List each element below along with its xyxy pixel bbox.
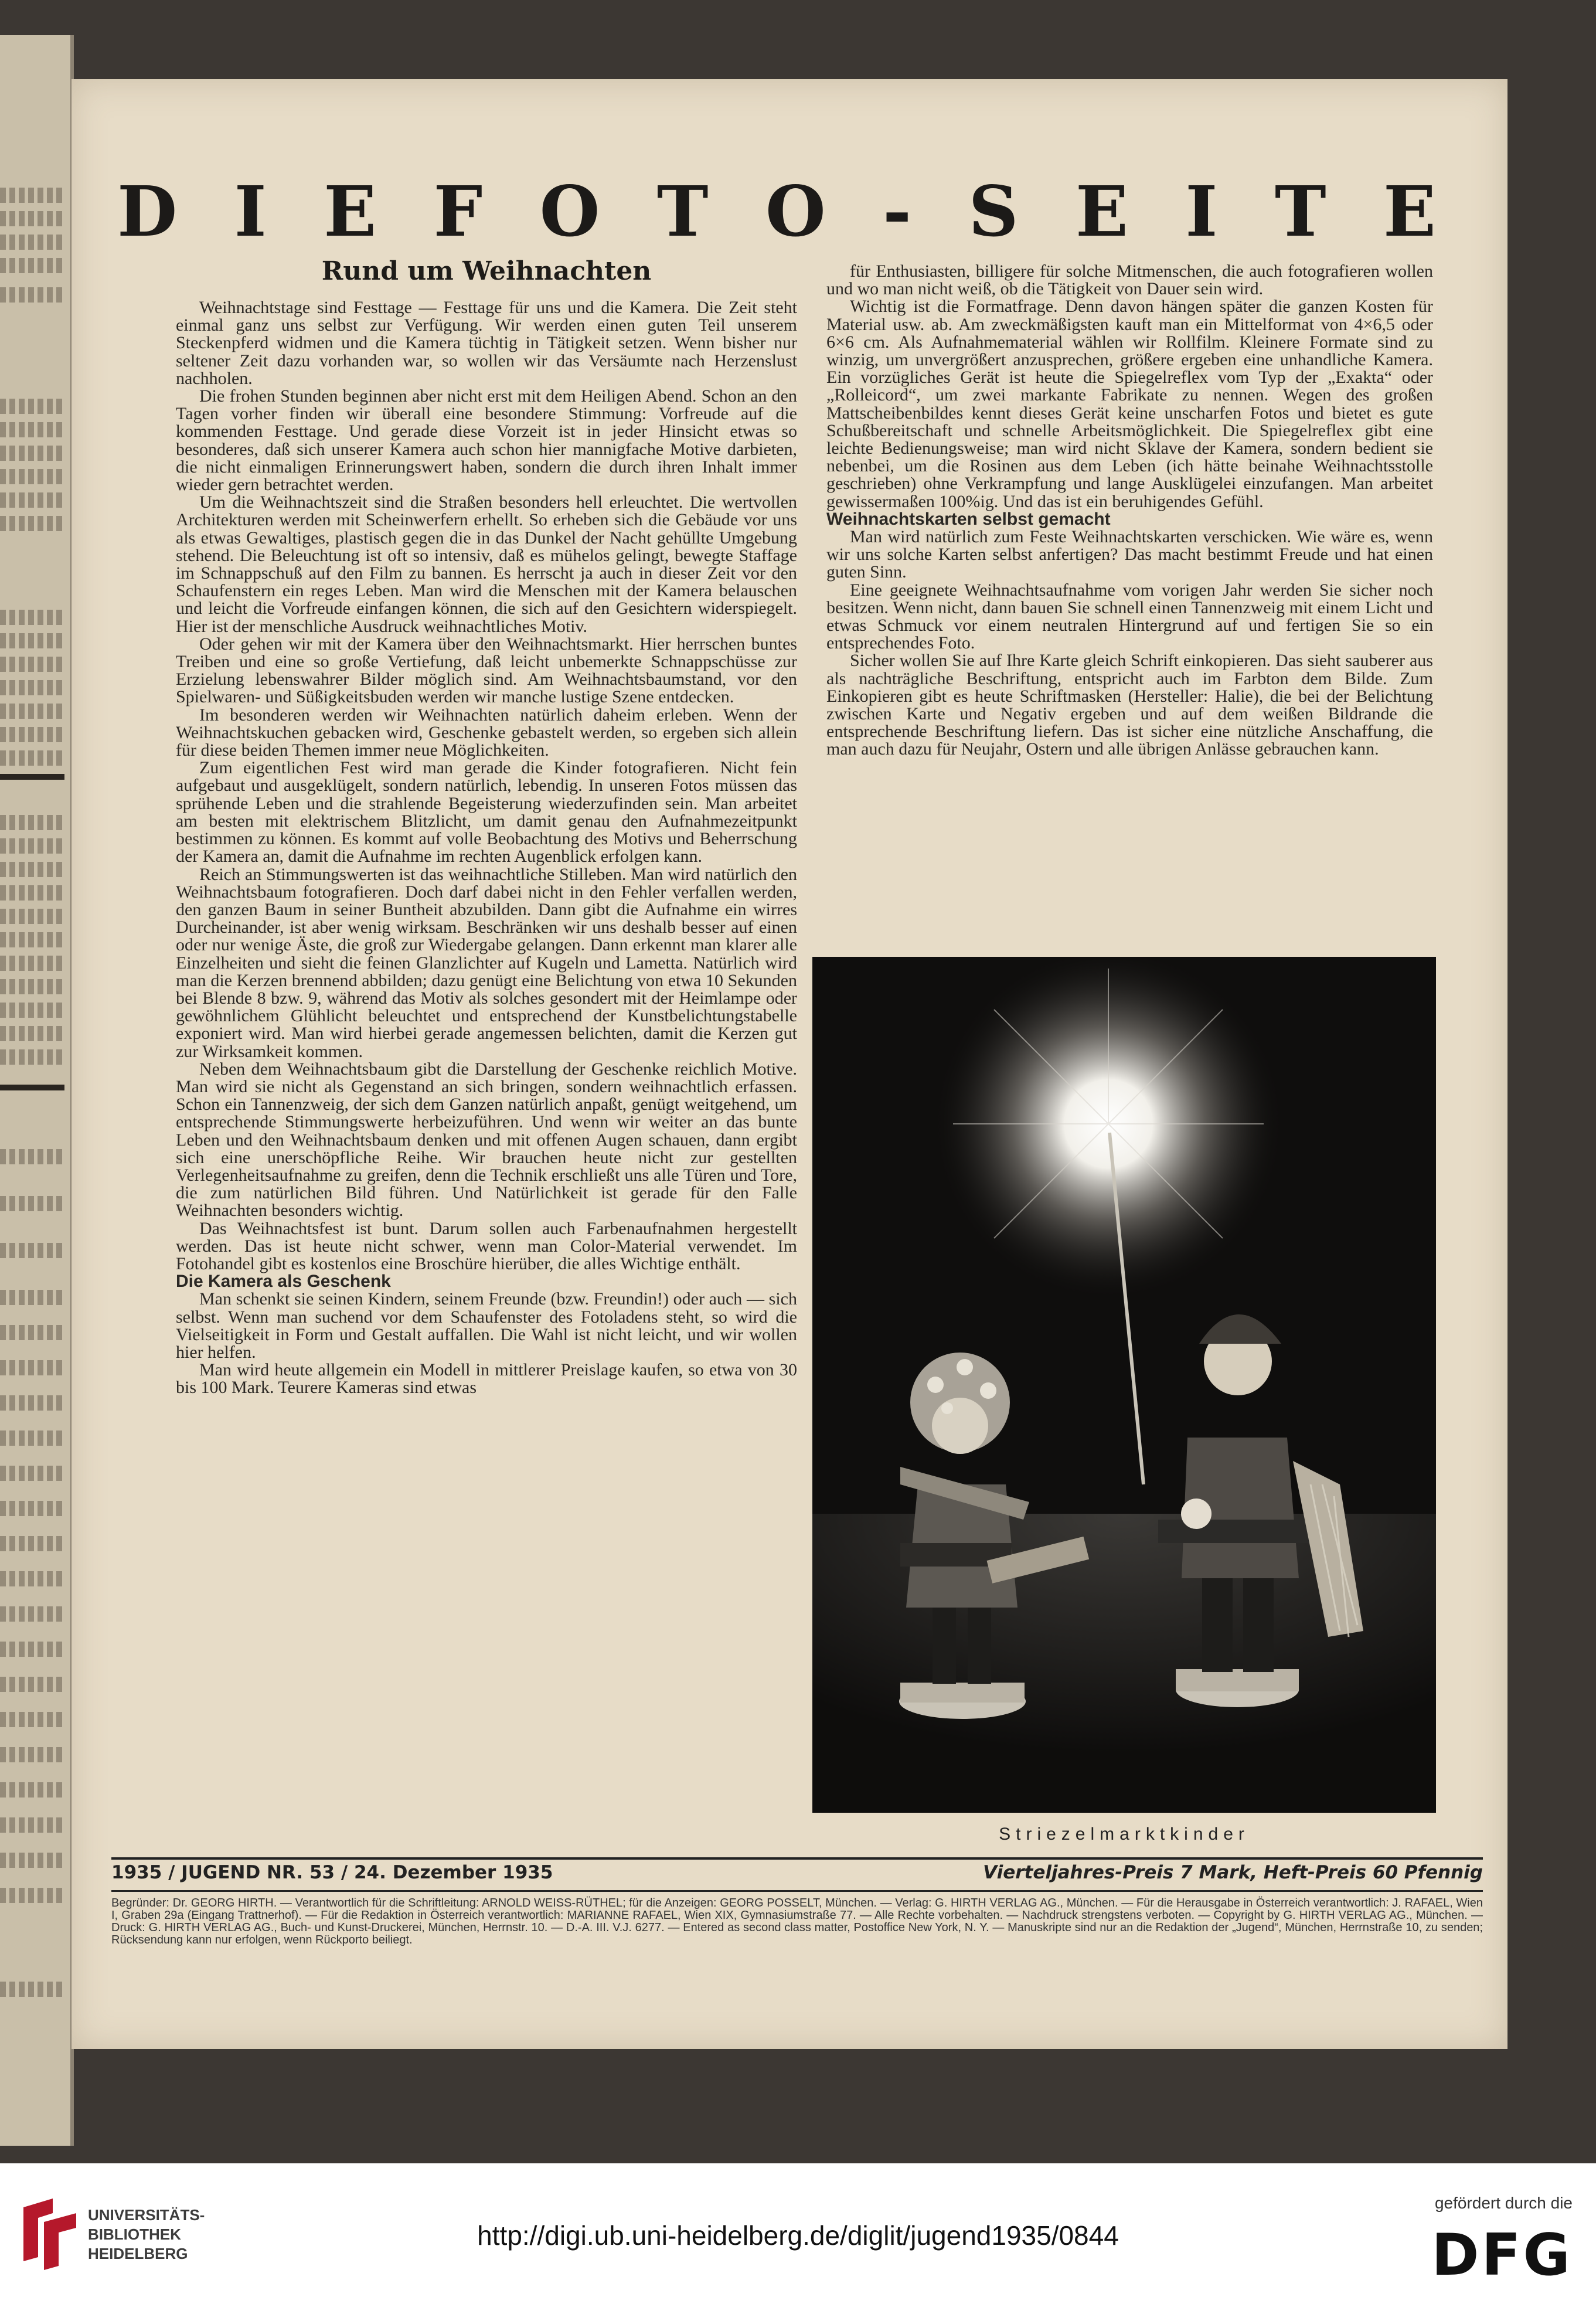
headline-letter: D bbox=[117, 170, 178, 252]
body-paragraph: Um die Weihnachtszeit sind die Straßen besonders hell erleuchtet. Die wertvollen Architekturen werden mit Scheinwerfern erhellt. So erheben sich die Gebäude vor uns als etwas Gewaltiges, plastisch gegen die in das Dunkel der Nacht gehüllte Umgebung stehend. Die Beleuchtung ist oft so intensiv, daß es mühelos gelingt, bewegte Staffage im Schnappschuß auf den Film zu bannen. Es herrscht ja auch in dieser Zeit vor den Schaufenstern ein reges Leben. Man wird die Menschen mit der Kamera belauschen und leicht die Vorfreude einfangen können, die sich auf den Gesichtern widerspiegelt. Hier ist der menschliche Ausdruck weihnachtliches Motiv. bbox=[176, 492, 797, 636]
headline-letter: E bbox=[324, 170, 377, 252]
body-paragraph: Sicher wollen Sie auf Ihre Karte gleich Schrift einkopieren. Das sieht sauberer aus als nachträgliche Beschriftung, entspricht auch im Farbton dem Bilde. Zum Einkopieren gibt es heute Schriftmasken (Hersteller: Halie), die bei der Belichtung zwischen Karte und Negativ ergeben und auf dem weißen Bildrande die entsprechende Beschriftung liefern. Das ist sicher eine nützliche Anschaffung, die man auch dazu für Neujahr, Ostern und alle übrigen Anlässe gebrauchen kann. bbox=[826, 651, 1433, 759]
headline-letter: - bbox=[883, 170, 912, 252]
article-title: Rund um Weihnachten bbox=[321, 256, 652, 286]
body-paragraph: Das Weihnachtsfest ist bunt. Darum sollen auch Farbenaufnahmen hergestellt werden. Das ist heute nicht schwer, wenn man Color-Material verwendet. Im Fotohandel gibt es kostenlos eine Broschüre hierüber, die alles Wichtige enthält. bbox=[176, 1218, 797, 1273]
issue-number: 1935 / JUGEND NR. 53 / 24. Dezember 1935 bbox=[111, 1862, 553, 1883]
page-headline bbox=[117, 170, 1436, 252]
body-paragraph: Weihnachtstage sind Festtage — Festtage für uns und die Kamera. Die Zeit steht einmal ganz uns selbst zur Verfügung. Wir werden einen guten Teil unserem Steckenpferd widmen und die Kamera tüchtig in Tätigkeit setzen. Wenn bisher nur seltener Zeit dazu vorhanden war, so wollen wir das Versäumte nach Herzenslust nachholen. bbox=[176, 298, 797, 388]
divider-rule bbox=[111, 1890, 1483, 1892]
issue-line bbox=[111, 1862, 1483, 1888]
subhead-camera-gift: Die Kamera als Geschenk bbox=[176, 1272, 391, 1292]
headline-letter: S bbox=[968, 170, 1019, 252]
left-paragraphs bbox=[176, 299, 797, 1273]
headline-letter: O bbox=[539, 170, 600, 252]
headline-letter: F bbox=[433, 170, 483, 252]
body-paragraph: Zum eigentlichen Fest wird man gerade die Kinder fotografieren. Nicht fein aufgebaut und ausgeklügelt, sondern natürlich, lebendig. In unseren Fotos müssen das sprühende Leben und die strahlende Begeisterung wiederzufinden sein. Man arbeitet am besten mit elektrischem Blitzlicht, um damit genau den Aufnahmezeitpunkt bestimmen zu können. Es kommt auf volle Beobachtung des Motivs und Beherrschung der Kamera an, damit die Aufnahme im rechten Augenblick erfolgen kann. bbox=[176, 758, 797, 867]
body-paragraph: Im besonderen werden wir Weihnachten natürlich daheim erleben. Wenn der Weihnachtskuchen gebacken wird, Geschenke gebastelt werden, so ergeben sich allein für diese beiden Themen immer neue Möglichkeiten. bbox=[176, 705, 797, 760]
viewer-footer bbox=[0, 2163, 1596, 2297]
issue-price: Vierteljahres-Preis 7 Mark, Heft-Preis 60 Pfennig bbox=[983, 1862, 1483, 1883]
left-column bbox=[176, 299, 797, 1397]
photo-caption: Striezelmarktkinder bbox=[999, 1824, 1250, 1844]
adjacent-page-edge bbox=[0, 35, 74, 2146]
right-paragraphs bbox=[826, 263, 1433, 511]
imprint-text: Begründer: Dr. GEORG HIRTH. — Verantwortlich für die Schriftleitung: ARNOLD WEISS-RÜTHEL; für die Anzeigen: GEORG POSSELT, München. — Verlag: G. HIRTH VERLAG AG., München. — Für die Herausgabe in Österreich verantwortlich: J. RAFAEL, Wien I, Graben 29a (Eingang Trattnerhof). — Für die Redaktion in Österreich verantwortlich: MARIANNE RAFAEL, Wien XIX, Gymnasiumstraße 77. — Alle Rechte vorbehalten. — Nachdruck strengstens verboten. — Copyright by G. HIRTH VERLAG AG., München. — Druck: G. HIRTH VERLAG AG., Buch- und Kunst-Druckerei, München, Herrnstr. 10. — D.-A. III. V.J. 6277. — Entered as second class matter, Postoffice New York, N. Y. — Manuskripte sind nur an die Redaktion der „Jugend“, München, Herrnstraße 10, zu senden; Rücksendung kann nur erfolgen, wenn Rückporto beiliegt. bbox=[111, 1897, 1483, 1946]
photo-striezelmarkt-figures bbox=[812, 957, 1436, 1813]
body-paragraph: Reich an Stimmungswerten ist das weihnachtliche Stilleben. Man wird natürlich den Weihnachtsbaum fotografieren. Doch darf dabei nicht in den Fehler verfallen werden, den ganzen Baum in seiner Buntheit abzubilden. Dann gibt die Aufnahme ein wirres Durcheinander, ist aber wenig wirksam. Beschränken wir uns deshalb besser auf einen oder nur wenige Äste, die groß zur Wiedergabe gelangen. Dann erkennt man klarer alle Einzelheiten und sieht die feinen Glanzlichter auf Kugeln und Lametta. Natürlich wird man die Kerzen brennend abbilden; dazu genügt eine Belichtung von etwa 10 Sekunden bei Blende 8 bzw. 9, während das Motiv als solches gesondert mit der Heimlampe oder gewöhnlichem Glühlicht beleuchtet und entsprechend der Kunstbelichtungstabelle exponiert wird. Man wird hierbei gerade angemessen belichten, damit die Kerzen gut zur Wirksamkeit kommen. bbox=[176, 864, 797, 1061]
cards-paragraphs bbox=[826, 528, 1433, 759]
headline-letter: O bbox=[765, 170, 826, 252]
body-paragraph: Man wird natürlich zum Feste Weihnachtskarten verschicken. Wie wäre es, wenn wir uns solche Karten selbst anfertigen? Das macht bestimmt Freude und hat einen guten Sinn. bbox=[826, 527, 1433, 582]
body-paragraph: Eine geeignete Weihnachtsaufnahme vom vorigen Jahr werden Sie sicher noch besitzen. Wenn nicht, dann bauen Sie schnell einen Tannenzweig mit einem Licht und etwas Schmuck vor einem neutralen Hintergrund auf und fertigen Sie so ein entsprechendes Foto. bbox=[826, 580, 1433, 653]
body-paragraph: Man wird heute allgemein ein Modell in mittlerer Preislage kaufen, so etwa von 30 bis 100 Mark. Teurere Kameras sind etwas bbox=[176, 1360, 797, 1398]
headline-letter: I bbox=[1185, 170, 1218, 252]
body-paragraph: Wichtig ist die Formatfrage. Denn davon hängen später die ganzen Kosten für Material usw. ab. Am zweckmäßigsten kauft man ein Mittelformat von 4×6,5 oder 6×6 cm. Als Aufnahmematerial wählen wir Rollfilm. Kleinere Formate sind zu winzig, um unvergrößert anzusprechen, größere ergeben eine unhandliche Kamera. Ein vorzügliches Gerät ist heute die Spiegelreflex vom Typ der „Exakta“ oder „Rolleicord“, um zwei markante Fabrikate zu nennen. Wegen des großen Mattscheibenbildes kennt dieses Gerät keine unscharfen Fotos und bietet es gute Schußbereitschaft und schnelle Arbeitsmöglichkeit. Die Spiegelreflex gibt eine leichte Bedienungsweise; man wird nicht Sklave der Kamera, sondern bedient sie nebenbei, um die Rosinen aus dem Leben (ich hätte beinahe Weihnachtsstolle geschrieben) ohne Verkrampfung und lange Ausklügelei einzufangen. Man arbeitet gewissermaßen 100%ig. Und das ist ein beruhigendes Gefühl. bbox=[826, 297, 1433, 511]
body-paragraph: für Enthusiasten, billigere für solche Mitmenschen, die auch fotografieren wollen und wo man nicht weiß, ob die Tätigkeit von Dauer sein wird. bbox=[826, 261, 1433, 299]
logo-line: BIBLIOTHEK bbox=[88, 2225, 181, 2243]
body-paragraph: Oder gehen wir mit der Kamera über den Weihnachtsmarkt. Hier herrschen buntes Treiben und eine so große Vertiefung, daß leicht unbemerkte Schnappschüsse zur Erzielung lebenswahrer Bilder möglich sind. Am Weihnachtsbaumstand, vor den Spielwaren- und Süßigkeitsbuden werden wir manche lustige Szene entdecken. bbox=[176, 634, 797, 707]
headline-letter: T bbox=[1274, 170, 1326, 252]
headline-letter: T bbox=[656, 170, 709, 252]
body-paragraph: Man schenkt sie seinen Kindern, seinem Freunde (bzw. Freundin!) oder auch — sich selbst. Wenn man suchend vor dem Schaufenster des Fotoladens steht, so wird die Vielseitigkeit in Form und Gestalt auffallen. Die Wahl ist nicht leicht, und wir wollen hier helfen. bbox=[176, 1289, 797, 1362]
dfg-logo[interactable]: DFG bbox=[1431, 2222, 1573, 2289]
logo-line: UNIVERSITÄTS- bbox=[88, 2206, 205, 2224]
body-paragraph: Neben dem Weihnachtsbaum gibt die Darstellung der Geschenke reichlich Motive. Man wird sie nicht als Gegenstand an sich bringen, sondern weihnachtlich erfassen. Schon ein Tannenzweig, der sich dem Ganzen natürlich anpaßt, genügt weitgehend, um entsprechende Stimmungswerte herbeizuführen. Und wenn wir weiter an das bunte Leben und den Weihnachtsbaum denken und mit offenen Augen schauen, dann ergibt sich eine unerschöpfliche Reihe. Wir brauchen heute nicht zur gestellten Verlegenheitsaufnahme zu greifen, denn die Technik erschließt uns alle Türen und Tore, die zum natürlichen Bild führen. Und Natürlichkeit ist gerade für den Falle Weihnachten besonders wichtig. bbox=[176, 1059, 797, 1221]
right-column bbox=[826, 263, 1433, 759]
body-paragraph: Die frohen Stunden beginnen aber nicht erst mit dem Heiligen Abend. Schon an den Tagen vorher finden wir überall eine besondere Stimmung: Vorfreude auf die kommenden Festtage. Und gerade diese Vorzeit ist in jeder Hinsicht etwas so besonderes, daß sich unserer Kamera auch schon hier mannigfache Motive darbieten, die nicht einmaligen Erinnerungswert haben, sondern die durch ihren Inhalt immer wieder gern betrachtet werden. bbox=[176, 386, 797, 495]
permalink-url[interactable]: http://digi.ub.uni-heidelberg.de/diglit/jugend1935/0844 bbox=[477, 2220, 1119, 2251]
camera-paragraphs bbox=[176, 1290, 797, 1396]
logo-line: HEIDELBERG bbox=[88, 2245, 188, 2262]
sponsor-label: gefördert durch die bbox=[1434, 2194, 1573, 2212]
headline-letter: I bbox=[234, 170, 267, 252]
headline-letter: E bbox=[1383, 170, 1436, 252]
headline-letter: E bbox=[1075, 170, 1128, 252]
subhead-christmas-cards: Weihnachtskarten selbst gemacht bbox=[826, 509, 1111, 529]
divider-rule bbox=[111, 1857, 1483, 1860]
